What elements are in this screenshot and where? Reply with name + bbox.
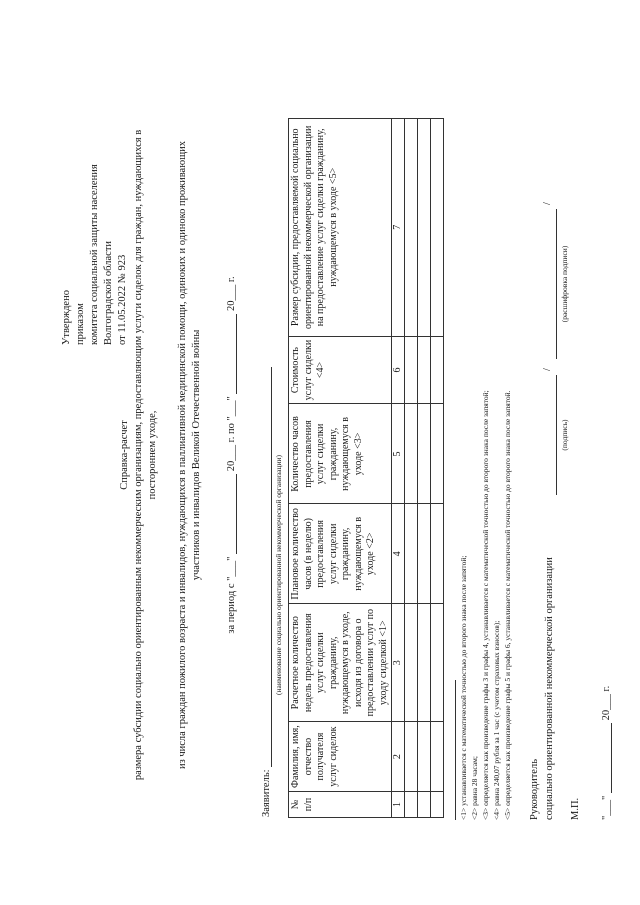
table-cell: [431, 119, 444, 337]
period-year2: 20___: [226, 284, 237, 311]
header-planned-hours: Плановое количество часов (в неделю) предоставления услуг сиделки гражданину, нуждающемуся в уходе <2>: [289, 504, 392, 604]
table-cell: [405, 722, 418, 792]
table-row: [405, 119, 418, 818]
applicant-label: Заявитель:: [261, 769, 272, 817]
column-number: 7: [392, 119, 405, 337]
head-label: Руководитель: [529, 759, 540, 820]
period-line: [225, 65, 237, 845]
table-cell: [418, 504, 431, 604]
header-cost: Стоимость услуг сиделки <4>: [289, 336, 392, 404]
period-end-blank: [225, 314, 237, 394]
subtitle-line: из числа граждан пожилого возраста и инвалидов, нуждающихся в паллиативной медицинской помощи, одиноких и одиноко проживающих: [177, 140, 188, 770]
table-cell: [405, 792, 418, 818]
signature-label: (подпись): [560, 419, 569, 451]
footnotes: [455, 120, 513, 820]
head-org-label: социально ориентированной некоммерческой организации: [544, 557, 555, 820]
header-number: № п/п: [289, 792, 392, 818]
table-cell: [431, 404, 444, 504]
column-number: 1: [392, 792, 405, 818]
date-line: [600, 686, 612, 820]
column-number: 2: [392, 722, 405, 792]
footnote: <5> определяется как произведение графы 5 и графы 6, устанавливается с математической точностью до второго знака после запятой.: [503, 390, 512, 820]
table-row: [431, 119, 444, 818]
title-line: размера субсидии социально ориентированным некоммерческим организациям, предоставляющим услуги сиделок для граждан, нуждающихся в: [133, 129, 144, 781]
title-line: постороннем уходе,: [147, 410, 158, 500]
footnote: <4> равна 240,07 рубля за 1 час (с учетом страховых взносов);: [492, 620, 501, 820]
table-cell: [418, 404, 431, 504]
document-subtitle: [176, 65, 204, 845]
date-day: "___": [601, 795, 612, 820]
date-month-blank: [600, 723, 612, 793]
title-heading: Справка-расчет: [119, 420, 130, 490]
period-suffix: г.: [226, 276, 237, 283]
table-cell: [431, 504, 444, 604]
table-header-row: [289, 119, 392, 818]
signature-slash: /: [542, 202, 553, 205]
header-subsidy: Размер субсидии, предоставляемой социально ориентированной некоммерческой организации на предоставление услуг сиделки гражданину, нуждающемуся в уходе <5>: [289, 119, 392, 337]
period-middle: г. по "___": [226, 396, 237, 443]
table-cell: [418, 119, 431, 337]
approval-line: комитета социальной защиты населения: [89, 164, 100, 345]
table-cell: [418, 604, 431, 722]
header-weeks: Расчетное количество недель предоставления услуг сиделки гражданину, нуждающемуся в уходе, исходя из договора о предоставлении услуг по уходу сиделкой <1>: [289, 604, 392, 722]
decode-label: (расшифровка подписи): [560, 245, 569, 323]
table-cell: [405, 119, 418, 337]
table-cell: [405, 404, 418, 504]
column-number: 5: [392, 404, 405, 504]
column-number: 6: [392, 336, 405, 404]
table-cell: [405, 604, 418, 722]
decode-blank: [556, 209, 557, 359]
stamp-place: М.П.: [570, 797, 581, 820]
approval-line: от 11.05.2022 № 923: [117, 254, 128, 345]
approval-line: Утверждено: [61, 290, 72, 345]
table-row: [418, 119, 431, 818]
date-suffix: г.: [601, 685, 612, 692]
applicant-line: [260, 117, 272, 817]
table-cell: [431, 336, 444, 404]
table-cell: [405, 504, 418, 604]
date-year: 20___: [601, 694, 612, 721]
signature-blank: [556, 375, 557, 495]
period-year1: 20___: [226, 445, 237, 472]
applicant-blank: [260, 367, 272, 767]
period-start-blank: [225, 474, 237, 554]
footnote: <2> равна 28 часам;: [470, 756, 479, 820]
column-number: 4: [392, 504, 405, 604]
applicant-note: (наименование социально ориентированной некоммерческой организации): [274, 455, 283, 695]
table-cell: [418, 722, 431, 792]
approval-line: приказом: [75, 303, 86, 345]
header-hours: Количество часов предоставления услуг сиделки гражданину, нуждающемуся в уходе <3>: [289, 404, 392, 504]
subsidy-table: [288, 118, 444, 818]
signature-slash: /: [542, 368, 553, 371]
footnote: <1> устанавливается с математической точностью до второго знака после запятой;: [459, 555, 468, 820]
table-number-row: [392, 119, 405, 818]
table-cell: [431, 722, 444, 792]
column-number: 3: [392, 604, 405, 722]
approval-line: Волгоградской области: [103, 240, 114, 345]
table-cell: [405, 336, 418, 404]
document-title: [118, 65, 160, 845]
table-cell: [431, 604, 444, 722]
table-cell: [418, 792, 431, 818]
table-cell: [431, 792, 444, 818]
table-cell: [418, 336, 431, 404]
footnote: <3> определяется как произведение графы 3 и графы 4, устанавливается с математической точностью до второго знака после запятой;: [481, 390, 490, 820]
subtitle-line: участников и инвалидов Великой Отечественной войны: [191, 329, 202, 581]
period-prefix: за период с "___": [226, 556, 237, 634]
header-recipient-name: Фамилия, имя, отчество получателя услуг сиделок: [289, 722, 392, 792]
footnote-rule: [455, 680, 456, 820]
